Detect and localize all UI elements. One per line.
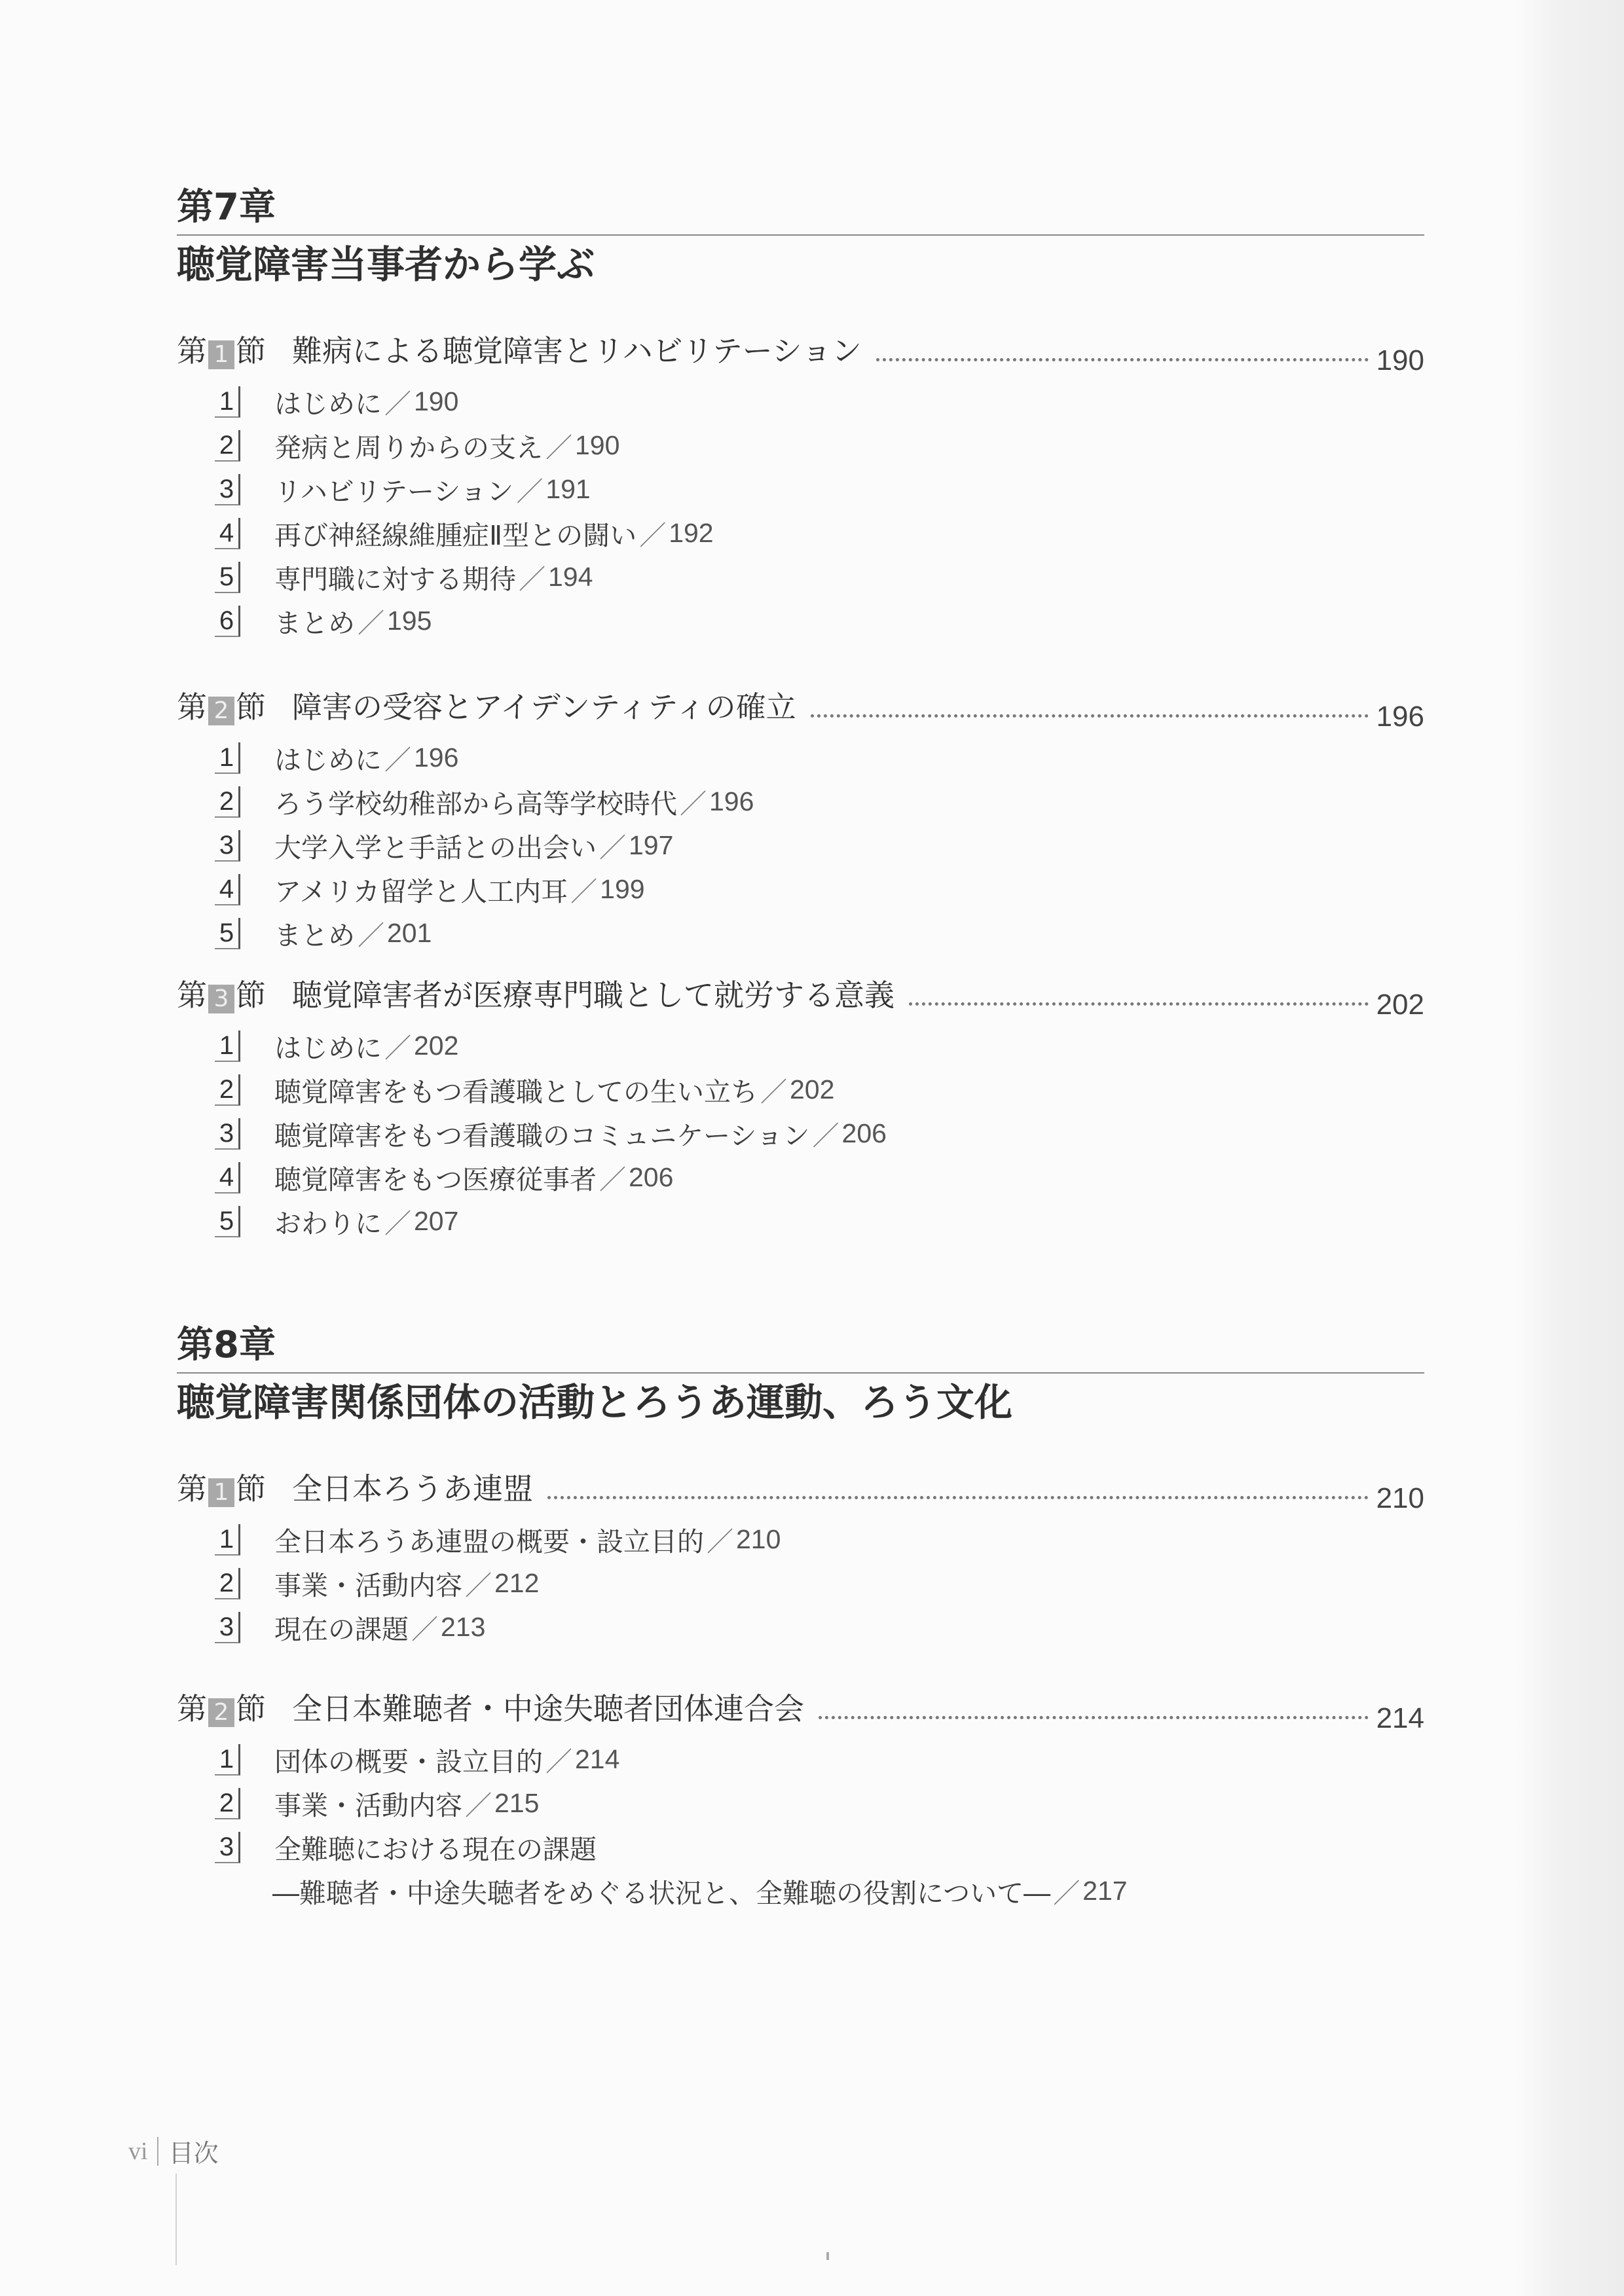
item-number: 2 bbox=[215, 1568, 240, 1599]
item-page: 195 bbox=[387, 606, 432, 636]
item-number: 5 bbox=[215, 1206, 240, 1237]
list-item[interactable] bbox=[215, 380, 1424, 424]
slash-separator: ／ bbox=[599, 1164, 626, 1195]
item-number: 5 bbox=[215, 918, 240, 949]
item-title: 団体の概要・設立目的 bbox=[274, 1746, 543, 1777]
list-item[interactable] bbox=[215, 911, 1424, 955]
list-item[interactable] bbox=[215, 824, 1424, 867]
item-page: 201 bbox=[387, 918, 432, 948]
margin-line bbox=[175, 2174, 177, 2265]
section-suffix: 節 bbox=[236, 1471, 266, 1506]
section-suffix: 節 bbox=[236, 689, 266, 725]
slash-separator: ／ bbox=[384, 744, 411, 776]
slash-separator: ／ bbox=[358, 608, 384, 639]
section-number-box: 1 bbox=[208, 1478, 234, 1507]
slash-separator: ／ bbox=[545, 432, 572, 464]
item-title: 現在の課題 bbox=[274, 1614, 409, 1645]
section-title: 聴覚障害者が医療専門職として就労する意義 bbox=[292, 977, 895, 1013]
slash-separator: ／ bbox=[760, 1076, 787, 1108]
section-prefix: 第 bbox=[177, 1471, 207, 1506]
item-number: 3 bbox=[215, 830, 240, 862]
item-number: 4 bbox=[215, 1162, 240, 1194]
section-number-box: 2 bbox=[208, 1698, 234, 1727]
chapter-8-heading bbox=[177, 1322, 1424, 1429]
section-heading[interactable] bbox=[177, 329, 1424, 376]
slash-separator: ／ bbox=[384, 1208, 411, 1239]
item-title: はじめに bbox=[274, 388, 382, 420]
list-item[interactable] bbox=[215, 467, 1424, 511]
slash-separator: ／ bbox=[545, 1746, 572, 1777]
section-prefix: 第 bbox=[177, 689, 207, 725]
slash-separator: ／ bbox=[812, 1120, 840, 1152]
chapter-number: 第8章 bbox=[177, 1324, 276, 1366]
item-title: まとめ bbox=[274, 920, 355, 951]
item-page: 202 bbox=[414, 1030, 459, 1061]
section-suffix: 節 bbox=[236, 977, 266, 1013]
list-item[interactable] bbox=[215, 1156, 1424, 1199]
item-page: 196 bbox=[414, 742, 459, 773]
list-item[interactable] bbox=[215, 1024, 1424, 1068]
item-page: 214 bbox=[575, 1744, 620, 1774]
item-title: はじめに bbox=[274, 1032, 382, 1064]
list-item[interactable] bbox=[215, 511, 1424, 555]
leader-dots bbox=[819, 1716, 1369, 1719]
item-page: 191 bbox=[545, 474, 591, 504]
slash-separator: ／ bbox=[639, 520, 667, 551]
item-title: ろう学校幼稚部から高等学校時代 bbox=[274, 788, 677, 820]
item-title: 聴覚障害をもつ看護職としての生い立ち bbox=[274, 1076, 758, 1108]
section-title: 難病による聴覚障害とリハビリテーション bbox=[292, 333, 862, 369]
item-title: 発病と周りからの支え bbox=[274, 432, 543, 464]
item-page: 190 bbox=[575, 430, 620, 460]
leader-dots bbox=[547, 1496, 1369, 1499]
item-number: 2 bbox=[215, 786, 240, 818]
item-number: 4 bbox=[215, 874, 240, 905]
slash-separator: ／ bbox=[411, 1614, 438, 1645]
item-page: 194 bbox=[548, 562, 593, 592]
page-edge-shadow bbox=[1516, 0, 1624, 2296]
chapter-rule bbox=[177, 1372, 1424, 1374]
item-page: 207 bbox=[414, 1206, 459, 1236]
item-title: アメリカ留学と人工内耳 bbox=[274, 876, 568, 907]
item-page: 197 bbox=[629, 830, 674, 860]
item-title: まとめ bbox=[274, 608, 355, 639]
section-page-number: 202 bbox=[1376, 989, 1424, 1021]
footer-label: 目次 bbox=[168, 2139, 219, 2168]
item-number: 1 bbox=[215, 386, 240, 418]
item-page: 217 bbox=[1082, 1876, 1128, 1906]
page-footer bbox=[128, 2133, 219, 2169]
item-page: 199 bbox=[600, 874, 645, 904]
list-item[interactable] bbox=[215, 599, 1424, 643]
item-title: 聴覚障害をもつ医療従事者 bbox=[274, 1164, 597, 1195]
item-page: 212 bbox=[494, 1568, 540, 1598]
section-page-number: 210 bbox=[1376, 1482, 1424, 1514]
list-item[interactable] bbox=[215, 780, 1424, 824]
slash-separator: ／ bbox=[680, 788, 707, 820]
item-title: 再び神経線維腫症Ⅱ型との闘い bbox=[274, 520, 637, 551]
section-heading[interactable] bbox=[177, 1686, 1424, 1734]
item-title: 事業・活動内容 bbox=[274, 1570, 462, 1601]
section-8-2 bbox=[177, 1686, 1424, 1913]
section-page-number: 190 bbox=[1376, 344, 1424, 376]
section-number-box: 1 bbox=[208, 340, 234, 369]
section-number-box: 3 bbox=[208, 985, 234, 1013]
item-number: 4 bbox=[215, 518, 240, 549]
section-title: 障害の受容とアイデンティティの確立 bbox=[292, 689, 796, 725]
list-item[interactable] bbox=[215, 1518, 1424, 1561]
item-number: 2 bbox=[215, 1788, 240, 1819]
chapter-number: 第7章 bbox=[177, 186, 276, 228]
list-item[interactable] bbox=[215, 736, 1424, 780]
slash-separator: ／ bbox=[465, 1790, 492, 1821]
item-number: 2 bbox=[215, 1074, 240, 1106]
slash-separator: ／ bbox=[570, 876, 598, 907]
leader-dots bbox=[876, 358, 1369, 361]
section-prefix: 第 bbox=[177, 1691, 207, 1726]
item-page: 192 bbox=[669, 518, 714, 548]
list-item[interactable] bbox=[215, 1561, 1424, 1605]
item-page: 202 bbox=[790, 1074, 835, 1104]
footer-page-number: vi bbox=[128, 2137, 148, 2165]
item-page: 190 bbox=[414, 386, 459, 416]
slash-separator: ／ bbox=[707, 1526, 733, 1558]
chapter-title: 聴覚障害当事者から学ぶ bbox=[177, 242, 595, 287]
item-number: 1 bbox=[215, 1524, 240, 1556]
scan-speck bbox=[826, 2252, 829, 2260]
item-number: 6 bbox=[215, 606, 240, 637]
section-7-3 bbox=[177, 973, 1424, 1243]
subtitle-text: ―難聴者・中途失聴者をめぐる状況と、全難聴の役割について― bbox=[272, 1878, 1051, 1909]
item-number: 1 bbox=[215, 1744, 240, 1776]
item-number: 2 bbox=[215, 430, 240, 462]
slash-separator: ／ bbox=[516, 476, 544, 507]
slash-separator: ／ bbox=[384, 388, 411, 420]
item-title: リハビリテーション bbox=[274, 476, 514, 507]
item-title: 大学入学と手話との出会い bbox=[274, 832, 597, 864]
slash-separator: ／ bbox=[465, 1570, 492, 1601]
item-number: 3 bbox=[215, 474, 240, 505]
item-number: 3 bbox=[215, 1832, 240, 1863]
section-number-box: 2 bbox=[208, 697, 234, 725]
item-number: 1 bbox=[215, 742, 240, 774]
list-item[interactable] bbox=[215, 1605, 1424, 1649]
item-page: 206 bbox=[629, 1162, 674, 1192]
list-item[interactable] bbox=[215, 424, 1424, 467]
section-heading[interactable] bbox=[177, 1467, 1424, 1514]
list-item[interactable] bbox=[215, 1825, 1424, 1869]
item-title: 全難聴における現在の課題 bbox=[274, 1834, 597, 1865]
list-item[interactable] bbox=[215, 867, 1424, 911]
chapter-7-heading bbox=[177, 185, 1424, 291]
item-title: 事業・活動内容 bbox=[274, 1790, 462, 1821]
chapter-title: 聴覚障害関係団体の活動とろうあ運動、ろう文化 bbox=[177, 1380, 1013, 1425]
item-title: 専門職に対する期待 bbox=[274, 564, 516, 595]
section-title: 全日本難聴者・中途失聴者団体連合会 bbox=[292, 1691, 804, 1726]
item-page: 206 bbox=[841, 1118, 887, 1148]
item-page: 213 bbox=[441, 1612, 486, 1642]
item-number: 3 bbox=[215, 1612, 240, 1643]
section-suffix: 節 bbox=[236, 333, 266, 369]
section-7-1 bbox=[177, 329, 1424, 643]
list-item[interactable] bbox=[215, 1738, 1424, 1781]
item-number: 3 bbox=[215, 1118, 240, 1150]
slash-separator: ／ bbox=[358, 920, 384, 951]
item-title: 全日本ろうあ連盟の概要・設立目的 bbox=[274, 1526, 704, 1558]
section-prefix: 第 bbox=[177, 977, 207, 1013]
section-page-number: 196 bbox=[1376, 701, 1424, 733]
section-heading[interactable] bbox=[177, 685, 1424, 733]
slash-separator: ／ bbox=[519, 564, 545, 595]
item-page: 215 bbox=[494, 1788, 540, 1818]
item-number: 1 bbox=[215, 1030, 240, 1062]
list-item[interactable] bbox=[215, 1781, 1424, 1825]
list-item[interactable] bbox=[215, 1068, 1424, 1112]
section-title: 全日本ろうあ連盟 bbox=[292, 1471, 533, 1506]
section-heading[interactable] bbox=[177, 973, 1424, 1021]
item-title: おわりに bbox=[274, 1208, 382, 1239]
leader-dots bbox=[811, 714, 1369, 718]
item-title: はじめに bbox=[274, 744, 382, 776]
list-item[interactable] bbox=[215, 1199, 1424, 1243]
item-page: 210 bbox=[736, 1524, 781, 1554]
item-number: 5 bbox=[215, 562, 240, 593]
item-page: 196 bbox=[709, 786, 754, 816]
chapter-rule bbox=[177, 234, 1424, 236]
list-item[interactable] bbox=[215, 555, 1424, 599]
section-8-1 bbox=[177, 1467, 1424, 1649]
section-page-number: 214 bbox=[1376, 1702, 1424, 1734]
slash-separator: ／ bbox=[384, 1032, 411, 1064]
list-item[interactable] bbox=[215, 1112, 1424, 1156]
footer-divider bbox=[157, 2137, 158, 2166]
item-title: 聴覚障害をもつ看護職のコミュニケーション bbox=[274, 1120, 810, 1152]
section-prefix: 第 bbox=[177, 333, 207, 369]
slash-separator: ／ bbox=[599, 832, 626, 864]
leader-dots bbox=[909, 1002, 1369, 1006]
list-item-subtitle[interactable] bbox=[272, 1869, 1424, 1913]
slash-separator: ／ bbox=[1053, 1878, 1080, 1909]
section-7-2 bbox=[177, 685, 1424, 955]
section-suffix: 節 bbox=[236, 1691, 266, 1726]
